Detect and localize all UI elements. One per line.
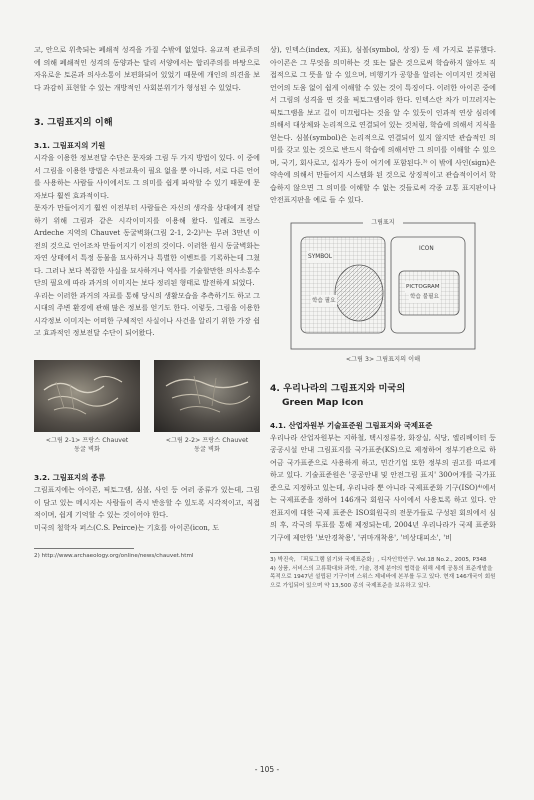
figure-2-2-caption-line1: <그림 2-2> 프랑스 Chauvet	[165, 437, 249, 444]
paragraph: 그림표지에는 아이콘, 픽토그램, 심볼, 사인 등 여러 종류가 있는데, 그림이 담고 있는 메시지는 사람들이 즉시 반응할 수 있도록 시각적이고, 직접적이며, 쉽게 기억할 수 있는 것이어야 한다.	[34, 485, 260, 519]
page-number: - 105 -	[254, 765, 280, 774]
pictogram-sub-label: 학습 불필요	[409, 291, 440, 304]
figure-2-1-caption-line1: <그림 2-1> 프랑스 Chauvet	[45, 437, 129, 444]
icon-label: ICON	[419, 245, 434, 252]
paragraph: 시각을 이용한 정보전달 수단은 문자와 그림 두 가지 방법이 있다. 이 중에서 그림을 이용한 방법은 사전교육이 필요 없을 뿐 아니라, 서로 다른 언어를 사용하는 사람들 사이에서도 그 의미를 쉽게 파악할 수 있기 때문에 문자보다 훨씬 효과적이다.	[34, 153, 260, 200]
footnote-2: 2) http://www.archaeology.org/online/news/chauvet.html	[34, 553, 194, 559]
paragraph: 미국의 철학자 퍼스(C.S. Peirce)는 기호를 아이콘(icon, 도	[34, 522, 220, 532]
right-column	[270, 44, 496, 590]
figure-3-caption: <그림 3> 그림표지의 이해	[345, 355, 421, 363]
symbol-label: SYMBOL	[307, 251, 333, 264]
cave-painting-image	[34, 360, 140, 432]
paragraph: 우리나라 산업자원부는 지하철, 택시정류장, 화장실, 식당, 엘리베이터 등 공공시설 안내 그림표지를 국가표준(KS)으로 제정하여 정부기관으로 하여금 국가표준으로 사용하게 하고, 민간기업 또한 정부의 권고를 따르게 하고 있다. 기술표준원은 '공공안내 및 안전그림 표지' 300여개를 국가표준으로 지정하고 있는데, 우리나라 뿐 아니라 국제표준화 기구(ISO)⁴⁾에서는 국제표준을 정하여 146개국 회원국 사이에서 사용토록 하고 있다. 안전표지에 대한 국제 표준은 ISO회원국의 전문가들로 구성된 회의에서 심의 후, 각국의 투표를 통해 제정되는데, 2004년 우리나라가 국제 표준화기구에 제안한 '보안경착용', '귀마개착용', '비상대피소', '비	[270, 432, 496, 542]
paragraph: 우리는 이러한 과거의 자료를 통해 당시의 생활모습을 추측하기도 하고 그 시대의 주변 환경에 관해 많은 정보를 얻기도 한다. 이렇듯, 그림을 이용한 시각정보 이미지는 어떠한 구체적인 사실이나 사건을 알리기 위한 가장 쉽고 효과적인 정보전달 수단이 되어왔다.	[34, 290, 260, 337]
paragraph: 고, 안으로 위축되는 폐쇄적 성격을 가질 수밖에 없었다. 유교적 관료주의에 의해 폐쇄적인 성격의 동양과는 달리 서양에서는 합리주의를 바탕으로 자유로운 토론과 의사소통이 보편화되어 있었기 때문에 개인의 의견을 보다 과감히 표현할 수 있는 개방적인 사회분위기가 형성된 수 있었다.	[34, 45, 260, 92]
pictogram-label: PICTOGRAM	[405, 281, 441, 294]
figure-2-2-caption-line2: 동굴 벽화	[194, 446, 220, 453]
paragraph: 문자가 만들어지기 훨씬 이전부터 사람들은 자신의 생각을 상대에게 전달하기 위해 그림과 같은 시각이미지를 이용해 왔다. 일례로 프랑스 Ardeche 지역의 Chauvet 동굴벽화(그림 2-1, 2-2)²⁾는 무려 3만년 이전의 것으로 언어조차 만들어지기 이전의 것이다. 이러한 원시 동굴벽화는 자연 상태에서 특정 동물을 묘사하거나 특별한 이벤트를 기록하는데 그쳤다. 그러나 보다 복잡한 사실을 묘사하거나 역사를 기술할만한 의사소통수단의 필요에 따라 과거의 이미지는 보다 정리된 형태로 발전하게 되었다.	[34, 203, 260, 287]
left-column	[34, 44, 260, 561]
cave-painting-image	[154, 360, 260, 432]
section-4-title-line2: Green Map Icon	[282, 396, 364, 408]
symbol-sub-label: 학습 필요	[311, 295, 337, 308]
subsection-4-1-title: 4.1. 산업자원부 기술표준원 그림표지와 국제표준	[270, 420, 433, 430]
footnote-rule	[34, 548, 134, 549]
footnote-4: 4) 상품, 서비스의 고류확대와 과학, 기술, 경제 분야의 협력을 위해 세계 공통의 표준개발을 목적으로 1947년 설립된 기구이며 스위스 제네바에 본부를 두고 있다. 현재 146개국이 회원으로 가입되어 있으며 약 13,500 종의 국제표준을 보유하고 있다.	[270, 565, 496, 589]
figure-3-diagram	[289, 215, 477, 351]
figure-photos	[34, 360, 260, 455]
figure-2-1	[34, 360, 140, 455]
footnote-rule	[270, 552, 370, 553]
section-3-title: 3. 그림표지의 이해	[34, 117, 113, 128]
diagram-title: 그림표지	[363, 217, 403, 230]
figure-2-2	[154, 360, 260, 455]
section-4-title-line1: 4. 우리나라의 그림표지와 미국의	[270, 382, 406, 394]
figure-2-1-caption-line2: 동굴 벽화	[74, 446, 100, 453]
sign-overlap	[335, 265, 383, 321]
subsection-3-1-title: 3.1. 그림표지의 기원	[34, 141, 106, 150]
subsection-3-2-title: 3.2. 그림표지의 종류	[34, 473, 106, 482]
footnote-3: 3) 박진숙, 「픽토그램 읽기와 국제표준화」, 디자인학연구. Vol.18 No.2., 2005, P348	[270, 557, 487, 563]
paragraph: 상), 인덱스(index, 지표), 심볼(symbol, 상징) 등 세 가지로 분류했다. 아이콘은 그 무엇을 의미하는 것 또는 닮은 것으로써 학습하지 않아도 직접적으로 그 뜻을 알 수 있으며, 비행기가 공항을 알리는 이미지인 것처럼 언어의 도움 없이 쉽게 이해할 수 있는 것이 특징이다. 이러한 아이콘 중에서 그림의 성격을 띤 것을 픽토그램이라 한다. 인덱스란 차가 미끄러지는 픽토그램을 보고 길이 미끄럽다는 것을 알 수 있듯이 인과적 연상 심리에 의해서 대상체와 논리적으로 연결되어 있는 것처럼, 학습에 의해서 지식을 얻는다. 심볼(symbol)은 논리적으로 연결되어 있지 않지만 관습적인 의미를 갖고 있는 것으로 반드시 학습에 의해서만 그 의미를 이해할 수 있으며, 국기, 회사로고, 십자가 등이 여기에 포함된다.³⁾ 이 밖에 사인(sign)은 약속에 의해서 만들어지 시스템화 된 것으로 상징적이고 관습적이어서 학습하지 않으면 그 의미를 이해할 수 없는 것들로써 각종 교통 표지판이나 안전표지판을 예로 들 수 있다.	[270, 45, 496, 204]
